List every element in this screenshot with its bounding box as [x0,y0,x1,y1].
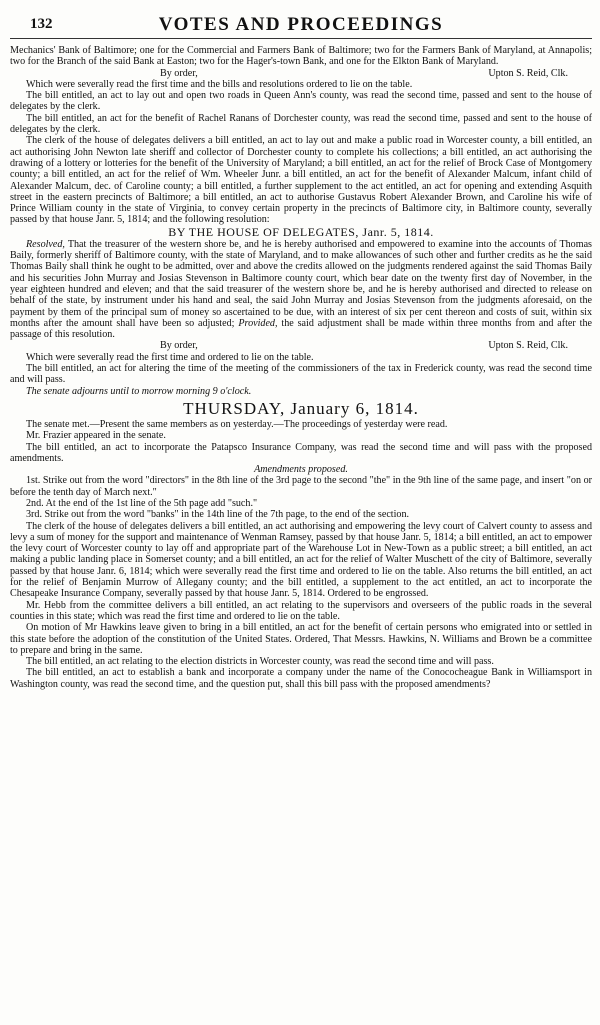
amendment-2: 2nd. At the end of the 1st line of the 5th page add "such." [26,497,258,509]
paragraph-hawkins-motion: On motion of Mr Hawkins leave given to bring in a bill entitled, an act for the benefit of certain persons who emigrated into or settled in this state before the adoption of the constitution of the United States. Ordered, That Messrs. Hawkins, N. Williams and Brown be a committee to prepare and bring in the same. [10,622,592,656]
paragraph-queen-anns-roads: The bill entitled, an act to lay out and open two roads in Queen Ann's county, was read the second time, passed and sent to the house of delegates by the clerk. [10,90,592,113]
signoff-2 [10,340,592,351]
paragraph-hebb-committee: Mr. Hebb from the committee delivers a bill entitled, an act relating to the supervisors and overseers of the public roads in the several counties in this state; which was read the first time and ordered to lie on the table. [10,599,592,622]
resolution-text: That the treasurer of the western shore be, and he is hereby authorised and empowered to examine into the accounts of Thomas Baily, formerly sheriff of Baltimore county, with the state of Maryland, and to make allowances of such other and further credits as he the said Thomas Baily shall think he ought to be admitted, over and above the credits allowed on the judgments rendered against the said Thomas Baily and his securities John Murray and Josias Stevenson in Baltimore county court, which bear date on the twenty first day of November, in the year eighteen hundred and eleven; and that the said treasurer of the western shore be, and he is hereby authorised and directed to release on behalf of the state, by instrument under his hand and seal, the said John Murray and Josias Stevenson from the judgments aforesaid, on the payment by them of the principal sum of money so ascertained to be due, with an interest of six per cent thereon and costs of suit, within six months after the amount shall have been so adjusted; [10,238,592,329]
resolution-heading: BY THE HOUSE OF DELEGATES, Janr. 5, 1814. [168,224,434,239]
by-order-label: By order, [160,67,198,79]
paragraph-read-first-time: Which were severally read the first time and the bills and resolutions ordered to lie on the table. [26,78,413,90]
paragraph-calvert-levy: The clerk of the house of delegates delivers a bill entitled, an act authorising and empowering the levy court of Calvert county to assess and levy a sum of money for the support and maintenance of Wenman Ramsey, passed by that house Janr. 5, 1814; a bill entitled, an act to empower the levy court of Worcester county to lay off and appropriate part of the Warehouse Lot in New-Town as a public street; a bill entitled, an act making a public landing place in Somerset county; and a bill entitled, an act for the relief of Walter Muschett of the city of Baltimore, severally passed by that house Janr. 6, 1814; which were severally read the first time and ordered to lie on the table. Also returns the bill entitled, an act for the relief of Benjamin Murrow of Allegany county; and the bill entitled, a supplement to the act entitled, an act to incorporate the Chesapeake Insurance Company, severally passed by that house Janr. 5, 1814. Ordered to be engrossed. [10,520,592,600]
page-number: 132 [30,16,53,32]
provided-text: the said adjustment shall be made within three months from and after the passage of this resolution. [10,317,592,341]
paragraph-conococheague-bank: The bill entitled, an act to establish a bank and incorporate a company under the name of the Conococheague Bank in Williamsport in Washington county, was read the second time, and the question put, shall this bill pass with the proposed amendments? [10,667,592,690]
signoff-1 [10,68,592,79]
provided-label: Provided, [238,317,278,329]
clerk-signature: Upton S. Reid, Clk. [488,340,568,352]
paragraph-lie-on-table: Which were severally read the first time and ordered to lie on the table. [26,351,314,363]
amendments-heading: Amendments proposed. [254,464,348,476]
amendment-1: 1st. Strike out from the word "directors" in the 8th line of the 3rd page to the second "the" in the 9th line of the same page, and insert "on or before the tenth day of March next." [10,475,592,498]
paragraph-frazier: Mr. Frazier appeared in the senate. [26,430,166,442]
paragraph-bank-list: Mechanics' Bank of Baltimore; one for the Commercial and Farmers Bank of Baltimore; two for the Farmers Bank of Maryland, at Annapolis; two for the Branch of the said Bank at Easton; two for the Hager's-town Bank, and one for the Elkton Bank of Maryland. [10,45,592,68]
paragraph-worcester-districts: The bill entitled, an act relating to the election districts in Worcester county, was read the second time and will pass. [26,656,494,668]
paragraph-patapsco: The bill entitled, an act to incorporate the Patapsco Insurance Company, was read the second time and will pass with the proposed amendments. [10,441,592,464]
paragraph-rachel-ranans: The bill entitled, an act for the benefit of Rachel Ranans of Dorchester county, was read the second time, passed and sent to the house of delegates by the clerk. [10,112,592,136]
page-body [10,45,592,690]
paragraph-senate-met: The senate met.—Present the same members as on yesterday.—The proceedings of yesterday were read. [26,418,448,430]
amendment-3: 3rd. Strike out from the word "banks" in the 14th line of the 7th page, to the end of the section. [26,509,410,521]
resolved-label: Resolved, [26,238,65,250]
thursday-heading: THURSDAY, January 6, 1814. [183,398,419,418]
clerk-signature: Upton S. Reid, Clk. [488,67,568,79]
paragraph-resolution [10,239,592,341]
running-head: VOTES AND PROCEEDINGS [158,14,444,35]
paragraph-delegates-bills: The clerk of the house of delegates delivers a bill entitled, an act to lay out and make a public road in Worcester county, a bill entitled, an act authorising John Newton late sheriff and collector of Dorchester county to complete his collections; a bill entitled, an act authorising the drawing of a lottery or lotteries for the benefit of the University of Maryland; a bill entitled, an act for the relief of Brock Case of Montgomery county; a bill entitled, an act for the relief of Wm. Wheeler Junr. a bill entitled, an act for the benefit of Alexander Malcum, infant child of Alexander Malcum, dec. of Caroline county; a bill entitled, a further supplement to the act entitled, an act for opening and extending Asquith street in the eastern precincts of Baltimore; a bill entitled, an act to authorise Gustavus Robert Alexander Brown, and Caroline his wife of Prince William county in the state of Virginia, to convey certain property in the precincts of Baltimore city, in Baltimore county, severally passed by that house Janr. 5, 1814; and the following resolution: [10,135,592,226]
paragraph-adjourn: The senate adjourns until to morrow morning 9 o'clock. [26,385,252,397]
paragraph-frederick-tax: The bill entitled, an act for altering the time of the meeting of the commissioners of the tax in Frederick county, was read the second time and will pass. [10,363,592,386]
by-order-label: By order, [160,340,198,352]
page-header [10,14,592,39]
